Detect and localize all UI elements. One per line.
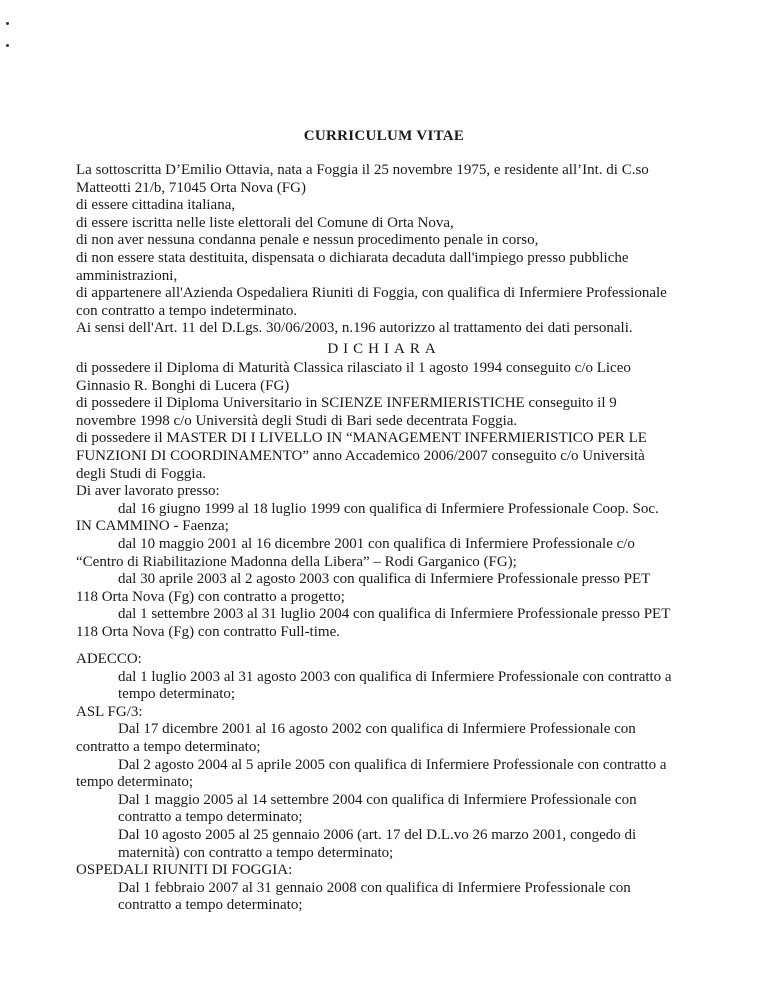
text-line: contratto a tempo determinato;	[118, 809, 303, 826]
text-line: di essere iscritta nelle liste elettorali del Comune di Orta Nova,	[76, 214, 454, 231]
text-line: di possedere il Diploma di Maturità Classica rilasciato il 1 agosto 1994 conseguito c/o Liceo	[76, 360, 631, 376]
text-line: ASL FG/3:	[76, 703, 143, 720]
text-line: FUNZIONI DI COORDINAMENTO” anno Accademico 2006/2007 conseguito c/o Università	[76, 447, 645, 464]
text-line: OSPEDALI RIUNITI DI FOGGIA:	[76, 862, 293, 879]
text-line: Ginnasio R. Bonghi di Lucera (FG)	[76, 377, 290, 394]
text-line: contratto a tempo determinato;	[118, 897, 303, 914]
document-title: CURRICULUM VITAE	[303, 128, 465, 144]
text-line: Dal 17 dicembre 2001 al 16 agosto 2002 con qualifica di Infermiere Professionale con	[118, 721, 636, 738]
text-line: Ai sensi dell'Art. 11 del D.Lgs. 30/06/2003, n.196 autorizzo al trattamento dei dati personali.	[76, 320, 633, 337]
text-line: contratto a tempo determinato;	[76, 738, 261, 755]
text-line: dal 10 maggio 2001 al 16 dicembre 2001 con qualifica di Infermiere Professionale c/o	[118, 535, 635, 552]
text-line: di appartenere all'Azienda Ospedaliera Riuniti di Foggia, con qualifica di Infermiere Professionale	[76, 285, 667, 302]
text-line: “Centro di Riabilitazione Madonna della Libera” – Rodi Garganico (FG);	[76, 553, 517, 570]
text-line: 118 Orta Nova (Fg) con contratto Full-time.	[76, 623, 340, 640]
text-line: Dal 1 febbraio 2007 al 31 gennaio 2008 con qualifica di Infermiere Professionale con	[118, 879, 631, 896]
text-line: novembre 1998 c/o Università degli Studi di Bari sede decentrata Foggia.	[76, 412, 518, 429]
dichiara-heading: DICHIARA	[327, 341, 441, 357]
text-line: Matteotti 21/b, 71045 Orta Nova (FG)	[76, 179, 306, 196]
text-line: Di aver lavorato presso:	[76, 483, 220, 500]
text-line: tempo determinato;	[118, 686, 236, 703]
text-line: tempo determinato;	[76, 774, 194, 791]
text-line: IN CAMMINO - Faenza;	[76, 518, 229, 535]
employment-section	[76, 651, 696, 915]
intro-section	[76, 162, 696, 338]
text-line: degli Studi di Foggia.	[76, 465, 207, 482]
text-line: Dal 1 maggio 2005 al 14 settembre 2004 con qualifica di Infermiere Professionale con	[118, 791, 637, 808]
text-line: La sottoscritta D’Emilio Ottavia, nata a Foggia il 25 novembre 1975, e residente all’Int. di C.so	[76, 162, 649, 178]
scan-speck	[6, 44, 9, 47]
scan-speck	[6, 22, 9, 25]
text-line: di possedere il Diploma Universitario in SCIENZE INFERMIERISTICHE conseguito il 9	[76, 395, 617, 412]
text-line: Dal 2 agosto 2004 al 5 aprile 2005 con qualifica di Infermiere Professionale con contratto a	[118, 756, 667, 773]
text-line: dal 1 luglio 2003 al 31 agosto 2003 con qualifica di Infermiere Professionale con contratto a	[118, 668, 672, 685]
text-line: con contratto a tempo indeterminato.	[76, 302, 298, 319]
text-line: di non aver nessuna condanna penale e nessun procedimento penale in corso,	[76, 232, 539, 249]
text-line: Dal 10 agosto 2005 al 25 gennaio 2006 (art. 17 del D.L.vo 26 marzo 2001, congedo di	[118, 826, 637, 843]
text-line: di possedere il MASTER DI I LIVELLO IN “MANAGEMENT INFERMIERISTICO PER LE	[76, 430, 647, 447]
text-line: di non essere stata destituita, dispensata o dichiarata decaduta dall'impiego presso pubbliche	[76, 249, 629, 266]
text-line: ADECCO:	[76, 651, 142, 667]
text-line: 118 Orta Nova (Fg) con contratto a progetto;	[76, 588, 345, 605]
text-line: di essere cittadina italiana,	[76, 197, 236, 214]
text-line: maternità) con contratto a tempo determinato;	[118, 844, 394, 861]
text-line: dal 30 aprile 2003 al 2 agosto 2003 con qualifica di Infermiere Professionale presso PET	[118, 571, 651, 588]
text-line: amministrazioni,	[76, 267, 178, 284]
text-line: dal 16 giugno 1999 al 18 luglio 1999 con qualifica di Infermiere Professionale Coop. Soc.	[118, 500, 659, 517]
text-line: dal 1 settembre 2003 al 31 luglio 2004 con qualifica di Infermiere Professionale presso PET	[118, 606, 671, 623]
dichiara-section	[76, 360, 696, 642]
